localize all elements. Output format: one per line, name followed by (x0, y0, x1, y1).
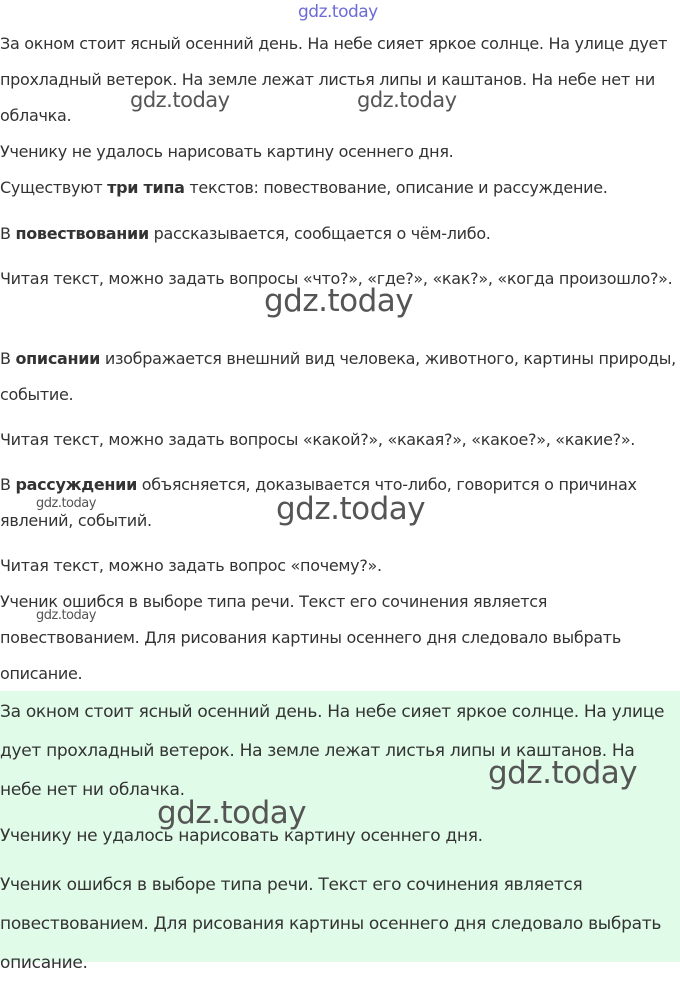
final-answer-box (0, 691, 680, 973)
reasoning-post: объясняется, доказывается что-либо, говорится о причинах явлений, событий. (0, 475, 637, 530)
watermark: gdz.today (488, 755, 638, 791)
watermark: gdz.today (276, 491, 426, 527)
watermark: gdz.today (36, 608, 96, 623)
conclusion-paragraph: Ученику не удалось нарисовать картину осеннего дня. (0, 142, 454, 161)
description-questions-paragraph: Читая текст, можно задать вопросы «какой?», «какая?», «какое?», «какие?». (0, 430, 636, 449)
text-types-pre: Существуют (0, 178, 108, 197)
final-conclusion-paragraph: Ученику не удалось нарисовать картину осеннего дня. (0, 826, 483, 846)
reasoning-pre: В (0, 475, 16, 494)
answer-paragraph: Ученик ошибся в выборе типа речи. Текст его сочинения является повествованием. Для рисования картины осеннего дня следовало выбрать описание. (0, 592, 621, 683)
watermark: gdz.today (264, 283, 414, 319)
reasoning-bold: рассуждении (15, 475, 137, 494)
narration-pre: В (0, 224, 16, 243)
watermark-top: gdz.today (298, 2, 378, 22)
narration-post: рассказывается, сообщается о чём-либо. (148, 224, 491, 243)
text-types-bold: три типа (107, 178, 185, 197)
description-bold: описании (15, 349, 101, 368)
story-paragraph: За окном стоит ясный осенний день. На небе сияет яркое солнце. На улице дует прохладный ветерок. На земле лежат листья липы и каштанов. На небе нет ни облачка. (0, 34, 668, 125)
reasoning-question-paragraph: Читая текст, можно задать вопрос «почему?». (0, 556, 382, 575)
text-types-paragraph (0, 170, 676, 206)
final-story-paragraph: За окном стоит ясный осенний день. На небе сияет яркое солнце. На улице дует прохладный ветерок. На земле лежат листья липы и каштанов. На небе нет ни облачка. (0, 702, 665, 800)
narration-questions-paragraph: Читая текст, можно задать вопросы «что?», «где?», «как?», «когда произошло?». (0, 269, 673, 288)
narration-bold: повествовании (15, 224, 149, 243)
watermark: gdz.today (357, 88, 457, 112)
description-pre: В (0, 349, 16, 368)
description-post: изображается внешний вид человека, животного, картины природы, событие. (0, 349, 676, 404)
description-paragraph (0, 341, 676, 413)
watermark: gdz.today (130, 88, 230, 112)
watermark: gdz.today (36, 496, 96, 511)
narration-paragraph (0, 216, 676, 252)
text-types-post: текстов: повествование, описание и рассуждение. (184, 178, 608, 197)
watermark: gdz.today (157, 795, 307, 831)
final-answer-paragraph: Ученик ошибся в выборе типа речи. Текст его сочинения является повествованием. Для рисования картины осеннего дня следовало выбрать описание. (0, 875, 662, 973)
